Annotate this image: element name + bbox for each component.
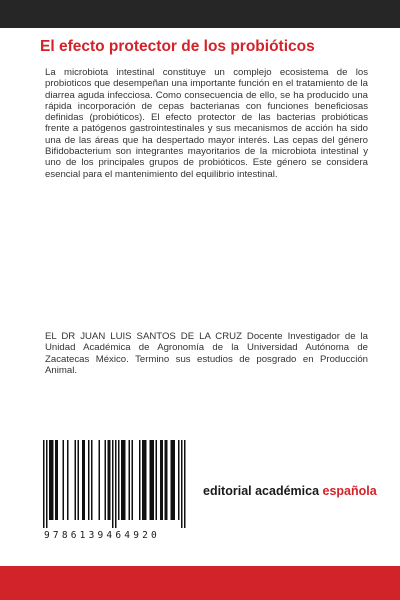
barcode-bar — [115, 440, 117, 528]
barcode-bar — [55, 440, 57, 520]
barcode-bar — [162, 440, 164, 520]
barcode-bar — [105, 440, 107, 520]
barcode-bar — [46, 440, 48, 528]
barcode-bar — [99, 440, 101, 520]
isbn-number: 9786139464920 — [44, 530, 160, 541]
barcode-bar — [121, 440, 123, 520]
barcode-bar — [172, 440, 174, 520]
barcode-bar — [78, 440, 80, 520]
bottom-band — [0, 566, 400, 600]
barcode-bar — [144, 440, 146, 520]
barcode-bar — [43, 440, 45, 528]
barcode-bar — [132, 440, 134, 520]
barcode — [40, 440, 188, 546]
barcode-bar — [49, 440, 51, 520]
barcode-bar — [156, 440, 158, 520]
barcode-bar — [123, 440, 125, 520]
barcode-bar — [142, 440, 144, 520]
barcode-bar — [153, 440, 155, 520]
barcode-bar — [118, 440, 120, 520]
barcode-bar — [88, 440, 90, 520]
barcode-bar — [52, 440, 54, 520]
barcode-bar — [91, 440, 93, 520]
barcode-bar — [160, 440, 162, 520]
barcode-bars — [40, 440, 188, 530]
barcode-bar — [178, 440, 180, 520]
barcode-bar — [124, 440, 126, 520]
barcode-bar — [166, 440, 168, 520]
barcode-bar — [67, 440, 69, 520]
barcode-bar — [129, 440, 131, 520]
barcode-bar — [171, 440, 173, 520]
barcode-bar — [150, 440, 152, 520]
barcode-bar — [84, 440, 86, 520]
barcode-bar — [145, 440, 147, 520]
book-title: El efecto protector de los probióticos — [40, 38, 315, 55]
barcode-bar — [108, 440, 110, 520]
barcode-bar — [181, 440, 183, 528]
barcode-bar — [165, 440, 167, 520]
barcode-bar — [75, 440, 77, 520]
barcode-bar — [109, 440, 111, 520]
author-bio: EL DR JUAN LUIS SANTOS DE LA CRUZ Docente Investigador de la Unidad Académica de Agronomía de la Universidad Autónoma de Zacatecas México. Termino sus estudios de posgrado en Producción Animal. — [45, 331, 368, 376]
barcode-bar — [57, 440, 59, 520]
barcode-bar — [63, 440, 65, 520]
barcode-bar — [174, 440, 176, 520]
top-band — [0, 0, 400, 28]
publisher-logo — [203, 484, 377, 498]
barcode-bar — [51, 440, 53, 520]
barcode-bar — [112, 440, 114, 528]
publisher-name: editorial académica — [203, 484, 323, 498]
publisher-name-accent: española — [322, 484, 377, 498]
barcode-bar — [82, 440, 84, 520]
book-summary: La microbiota intestinal constituye un complejo ecosistema de los probioticos que desempeñan una importante función en el tratamiento de la diarrea aguda infecciosa. Como consecuencia de ello, se ha producido una rápida incorporación de cepas bacterianas con funciones beneficiosas definidas (probióticos). El efecto protector de las bacterias probióticas frente a patógenos gastrointestinales y sus mecanismos de acción ha sido una de las áreas que ha despertado mayor interés. Las cepas del género Bifidobacterium son integrantes mayoritarios de la microbiota intestinal y uno de los principales grupos de probióticos. Este género se considera esencial para el mantenimiento del equilibrio intestinal. — [45, 67, 368, 180]
barcode-bar — [139, 440, 141, 520]
barcode-bar — [184, 440, 186, 528]
barcode-bar — [151, 440, 153, 520]
